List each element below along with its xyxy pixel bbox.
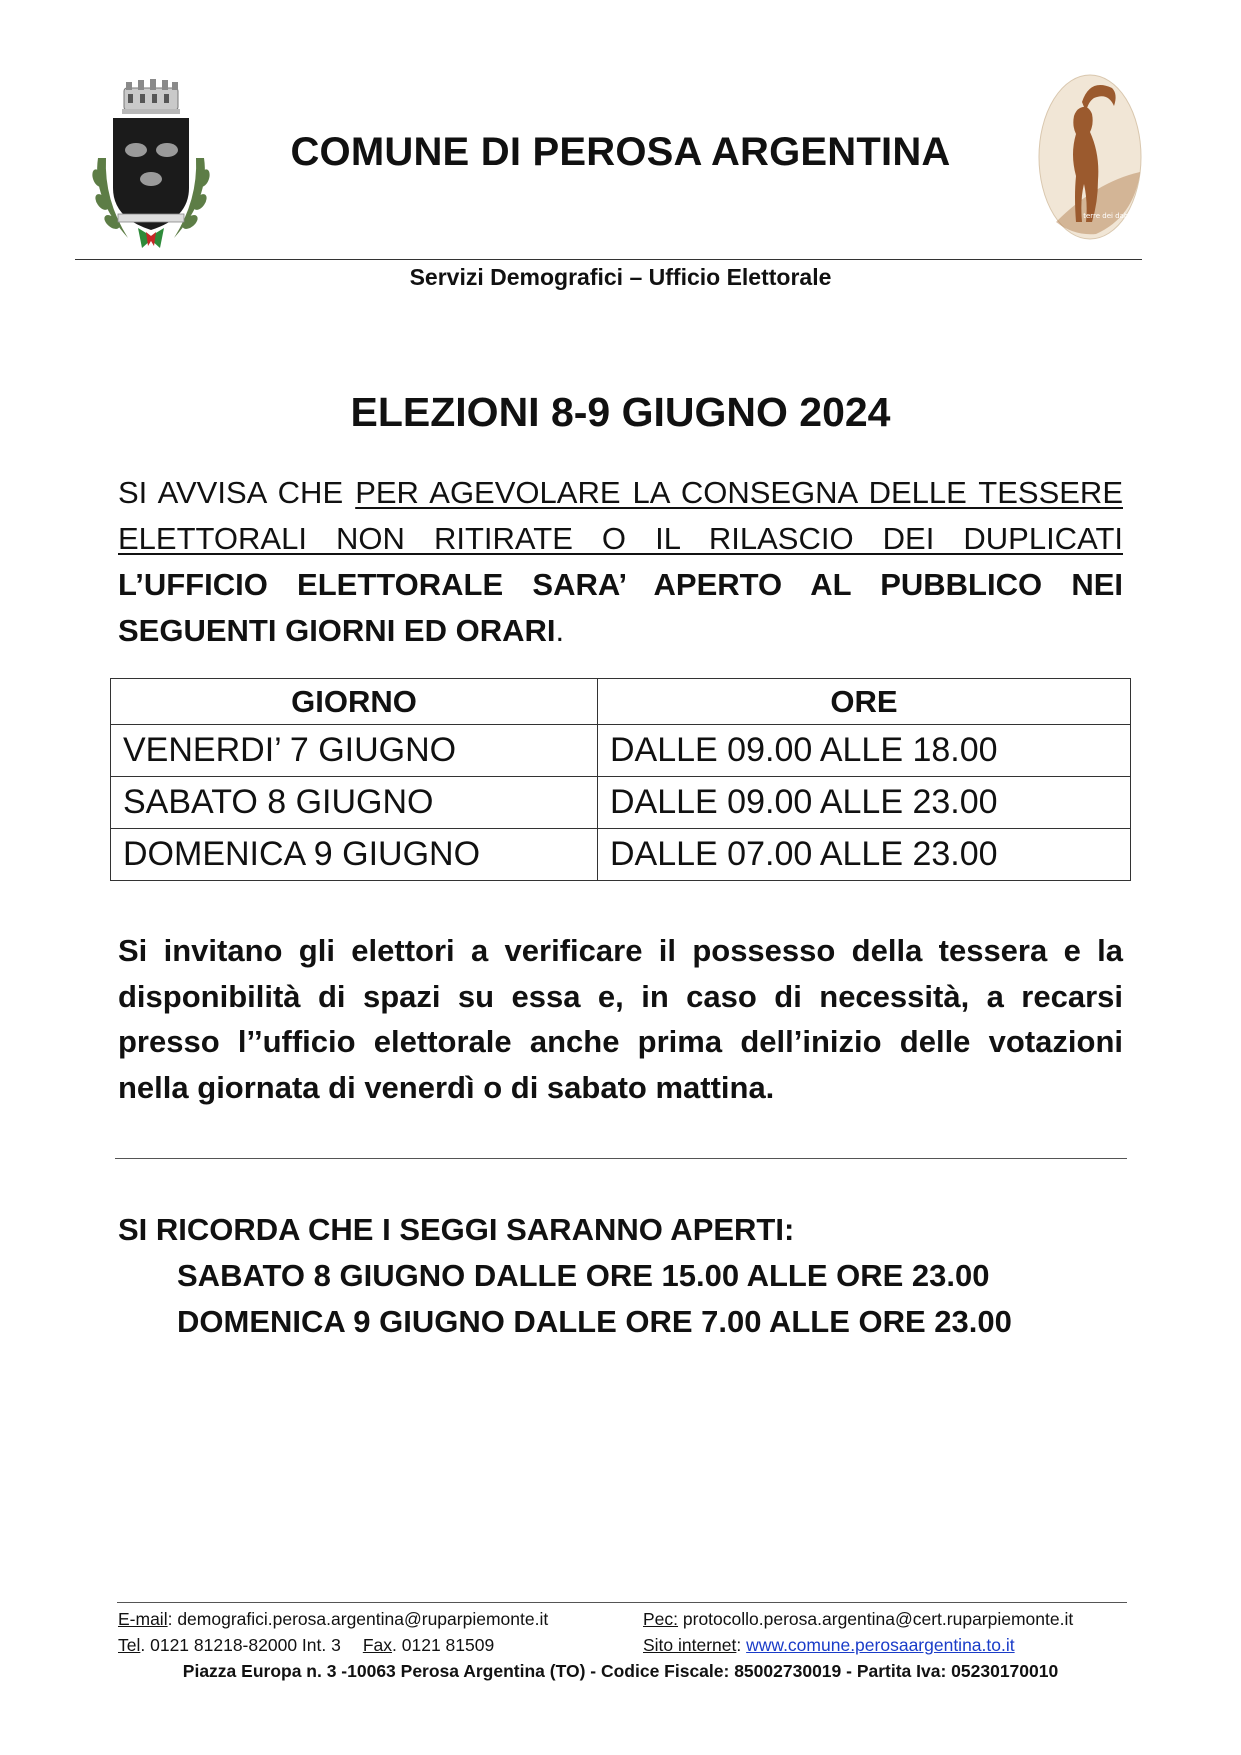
pec-label: Pec: bbox=[643, 1609, 679, 1629]
row-hours: DALLE 09.00 ALLE 23.00 bbox=[598, 777, 1131, 829]
fax-value: . 0121 81509 bbox=[392, 1635, 495, 1655]
pec-value: protocollo.perosa.argentina@cert.ruparpiemonte.it bbox=[678, 1609, 1074, 1629]
table-row bbox=[111, 725, 1131, 777]
organization-title: COMUNE DI PEROSA ARGENTINA bbox=[290, 130, 951, 174]
office-subtitle: Servizi Demografici – Ufficio Elettorale bbox=[409, 264, 832, 290]
header-divider bbox=[75, 259, 1142, 260]
notice-lead: SI AVVISA CHE bbox=[118, 475, 356, 510]
voter-invite-paragraph: Si invitano gli elettori a verificare il possesso della tessera e la disponibilità di spazi su essa e, in caso di necessità, a recarsi presso l’’ufficio elettorale anche prima dell’inizio delle votazioni nella giornata di venerdì o di sabato mattina. bbox=[118, 933, 1123, 1105]
reminder-title: SI RICORDA CHE I SEGGI SARANNO APERTI: bbox=[118, 1212, 795, 1247]
row-hours: DALLE 07.00 ALLE 23.00 bbox=[598, 829, 1131, 881]
table-header-row bbox=[111, 679, 1131, 725]
election-headline: ELEZIONI 8-9 GIUGNO 2024 bbox=[350, 389, 891, 435]
footer-contacts-right bbox=[643, 1606, 1073, 1658]
row-day: SABATO 8 GIUGNO bbox=[111, 777, 598, 829]
ibex-badge-icon bbox=[1036, 72, 1144, 242]
footer-divider bbox=[117, 1602, 1127, 1603]
row-hours: DALLE 09.00 ALLE 18.00 bbox=[598, 725, 1131, 777]
tel-value: . 0121 81218-82000 Int. 3 bbox=[140, 1635, 341, 1655]
website-link[interactable]: www.comune.perosaargentina.to.it bbox=[746, 1635, 1015, 1655]
notice-underlined: PER AGEVOLARE LA CONSEGNA DELLE TESSERE ELETTORALI NON RITIRATE O IL RILASCIO DEI DUPLICATI bbox=[118, 475, 1123, 556]
footer-address: Piazza Europa n. 3 -10063 Perosa Argentina (TO) - Codice Fiscale: 85002730019 - Partita Iva: 05230170010 bbox=[182, 1661, 1059, 1681]
section-divider bbox=[115, 1158, 1127, 1159]
table-row bbox=[111, 777, 1131, 829]
reminder-line: SABATO 8 GIUGNO DALLE ORE 15.00 ALLE ORE 23.00 bbox=[177, 1258, 990, 1293]
notice-paragraph bbox=[118, 470, 1123, 654]
polling-reminder bbox=[118, 1207, 1012, 1345]
email-value: : demografici.perosa.argentina@ruparpiemonte.it bbox=[167, 1609, 549, 1629]
fax-label: Fax bbox=[362, 1635, 393, 1655]
row-day: VENERDI’ 7 GIUGNO bbox=[111, 725, 598, 777]
badge-wordmark: terre dei dahu bbox=[1083, 212, 1133, 220]
table-row bbox=[111, 829, 1131, 881]
office-hours-table bbox=[110, 678, 1131, 881]
site-separator: : bbox=[736, 1635, 747, 1655]
reminder-line: DOMENICA 9 GIUGNO DALLE ORE 7.00 ALLE ORE 23.00 bbox=[177, 1304, 1012, 1339]
notice-bold: L’UFFICIO ELETTORALE SARA’ APERTO AL PUBBLICO NEI SEGUENTI GIORNI ED ORARI bbox=[118, 567, 1123, 648]
column-header-hours: ORE bbox=[598, 679, 1131, 725]
tel-label: Tel bbox=[118, 1635, 141, 1655]
row-day: DOMENICA 9 GIUGNO bbox=[111, 829, 598, 881]
site-label: Sito internet bbox=[643, 1635, 737, 1655]
email-label: E-mail bbox=[118, 1609, 168, 1629]
footer-contacts-left bbox=[118, 1606, 548, 1658]
notice-end: . bbox=[555, 613, 565, 648]
column-header-day: GIORNO bbox=[111, 679, 598, 725]
